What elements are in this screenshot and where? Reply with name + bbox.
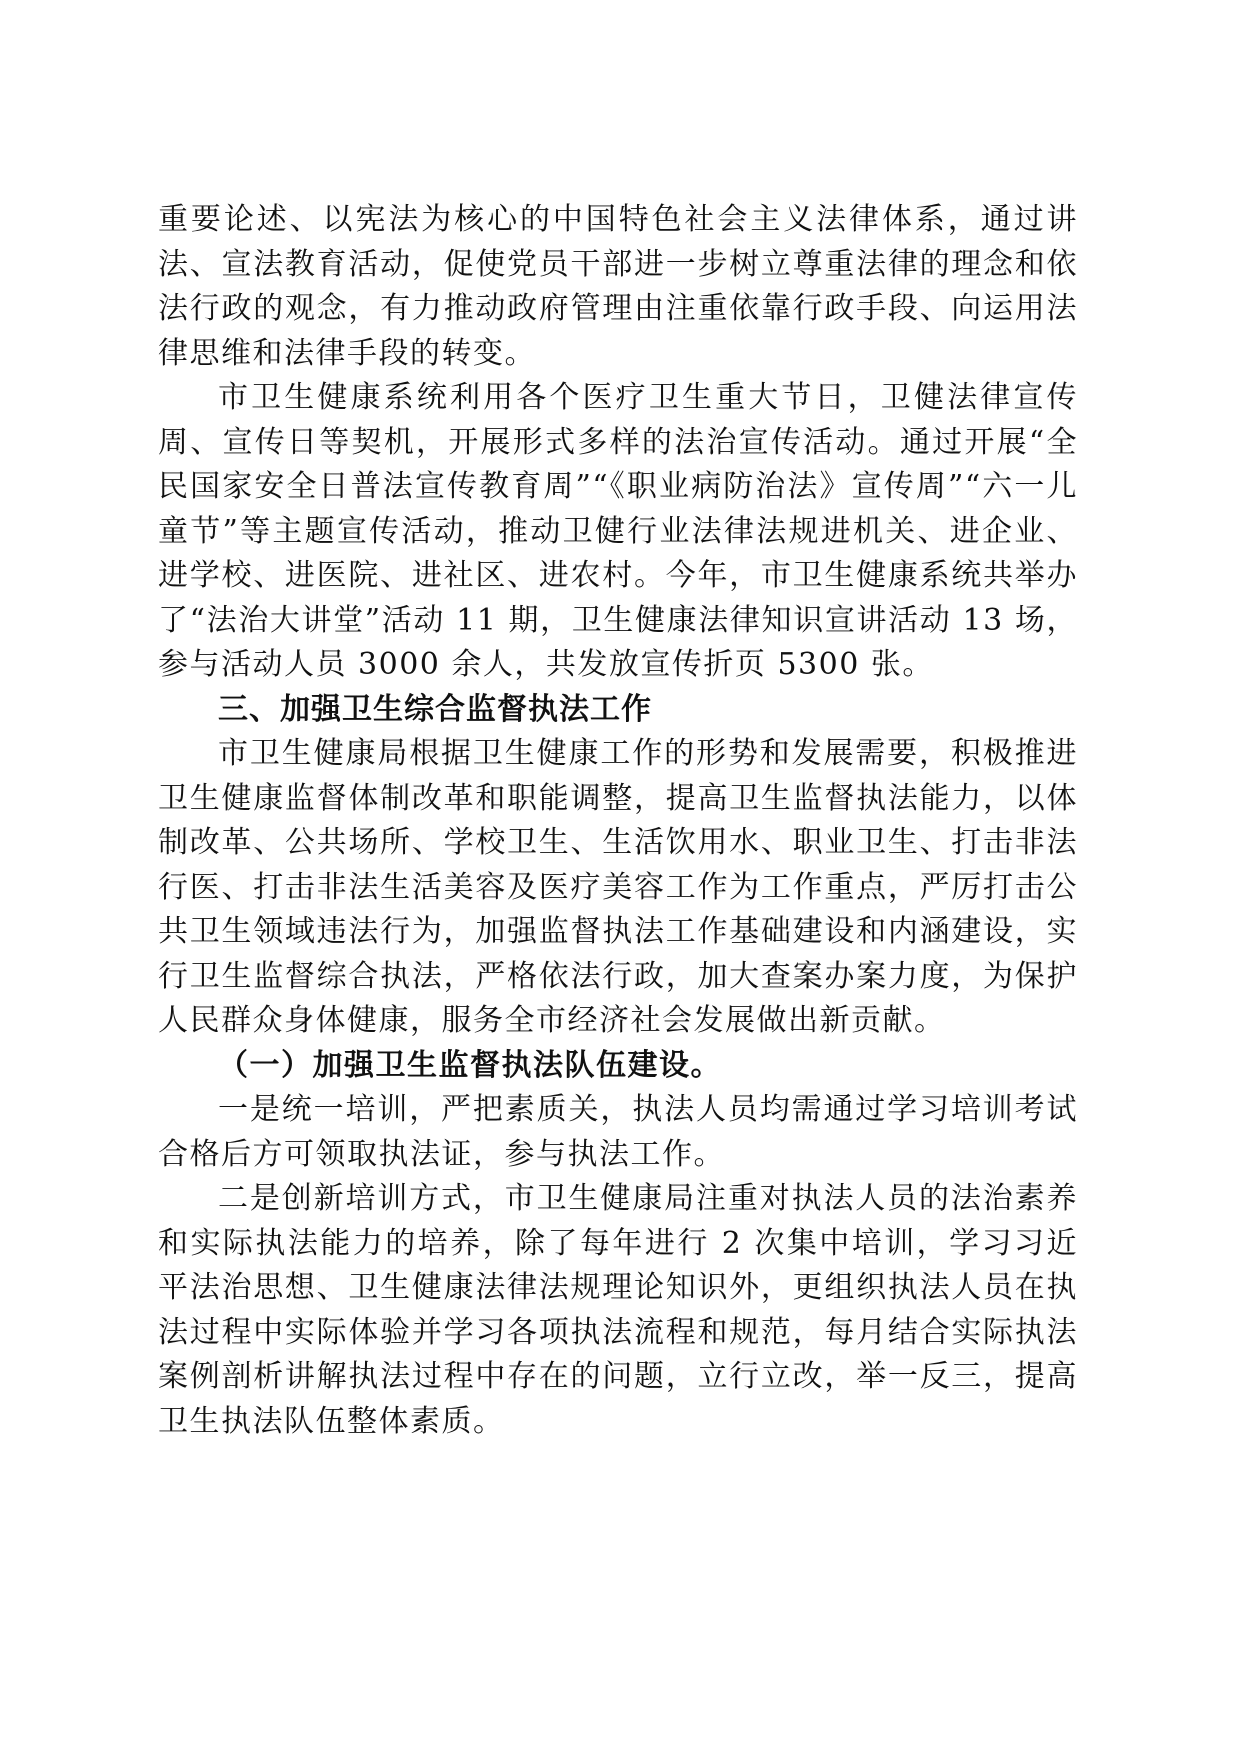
paragraph-training-two: 二是创新培训方式，市卫生健康局注重对执法人员的法治素养和实际执法能力的培养，除了每年进行 2 次集中培训，学习习近平法治思想、卫生健康法律法规理论知识外，更组织执法人员在执法过程中实际体验并学习各项执法流程和规范，每月结合实际执法案例剖析讲解执法过程中存在的问题，立行立改，举一反三，提高卫生执法队伍整体素质。 bbox=[158, 1181, 1078, 1439]
paragraph-continued: 重要论述、以宪法为核心的中国特色社会主义法律体系，通过讲法、宣法教育活动，促使党员干部进一步树立尊重法律的理念和依法行政的观念，有力推动政府管理由注重依靠行政手段、向运用法律思维和法律手段的转变。 bbox=[158, 202, 1078, 371]
paragraph-training-one: 一是统一培训，严把素质关，执法人员均需通过学习培训考试合格后方可领取执法证，参与执法工作。 bbox=[158, 1092, 1078, 1172]
subsection-heading: （一）加强卫生监督执法队伍建设。 bbox=[218, 1047, 722, 1083]
document-body bbox=[158, 198, 1078, 1444]
paragraph-publicity: 市卫生健康系统利用各个医疗卫生重大节日，卫健法律宣传周、宣传日等契机，开展形式多样的法治宣传活动。通过开展“全民国家安全日普法宣传教育周”“《职业病防治法》宣传周”“六一儿童节”等主题宣传活动，推动卫健行业法律法规进机关、进企业、进学校、进医院、进社区、进农村。今年，市卫生健康系统共举办了“法治大讲堂”活动 11 期，卫生健康法律知识宣讲活动 13 场，参与活动人员 3000 余人，共发放宣传折页 5300 张。 bbox=[158, 380, 1078, 682]
section-heading: 三、加强卫生综合监督执法工作 bbox=[218, 691, 652, 727]
paragraph-supervision: 市卫生健康局根据卫生健康工作的形势和发展需要，积极推进卫生健康监督体制改革和职能调整，提高卫生监督执法能力，以体制改革、公共场所、学校卫生、生活饮用水、职业卫生、打击非法行医、打击非法生活美容及医疗美容工作为工作重点，严厉打击公共卫生领域违法行为，加强监督执法工作基础建设和内涵建设，实行卫生监督综合执法，严格依法行政，加大查案办案力度，为保护人民群众身体健康，服务全市经济社会发展做出新贡献。 bbox=[158, 736, 1078, 1038]
